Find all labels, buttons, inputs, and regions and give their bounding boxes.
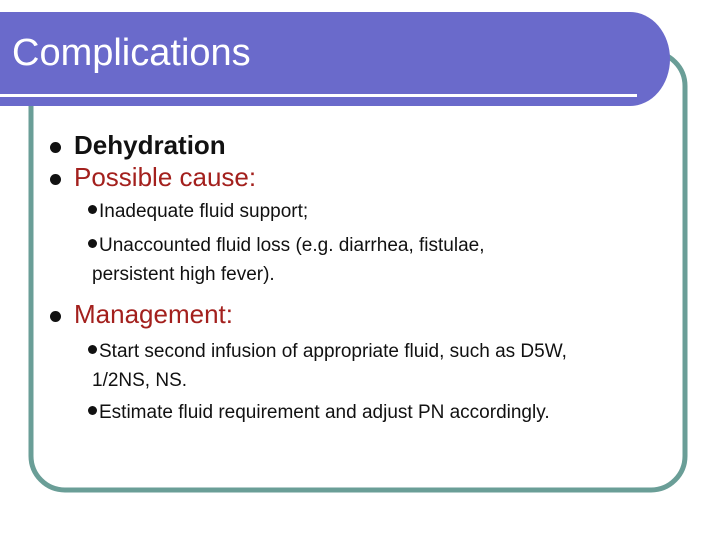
sub-bullet-unaccounted-loss [88, 232, 485, 260]
sub-bullet-continuation: persistent high fever). [92, 264, 275, 285]
bullet-text: Dehydration [74, 130, 226, 160]
sub-bullet-text: Estimate fluid requirement and adjust PN accordingly. [99, 402, 550, 423]
bullet-dot-icon [88, 205, 97, 214]
bullet-dot-icon [88, 345, 97, 354]
bullet-text: Management: [74, 299, 233, 329]
sub-bullet-second-infusion [88, 338, 567, 366]
sub-bullet-text: Unaccounted fluid loss (e.g. diarrhea, fistulae, [99, 235, 485, 256]
slide-title: Complications [12, 32, 251, 74]
bullet-text: Possible cause: [74, 162, 257, 192]
bullet-dot-icon [50, 174, 61, 185]
sub-bullet-text: Inadequate fluid support; [99, 201, 309, 222]
bullet-dot-icon [50, 142, 61, 153]
sub-bullet-inadequate-support [88, 198, 308, 226]
bullet-dot-icon [88, 239, 97, 248]
sub-bullet-text: Start second infusion of appropriate fluid, such as D5W, [99, 341, 567, 362]
sub-bullet-estimate-requirement [88, 399, 550, 427]
sub-bullet-continuation: 1/2NS, NS. [92, 370, 188, 391]
bullet-dot-icon [50, 311, 61, 322]
bullet-dot-icon [88, 406, 97, 415]
